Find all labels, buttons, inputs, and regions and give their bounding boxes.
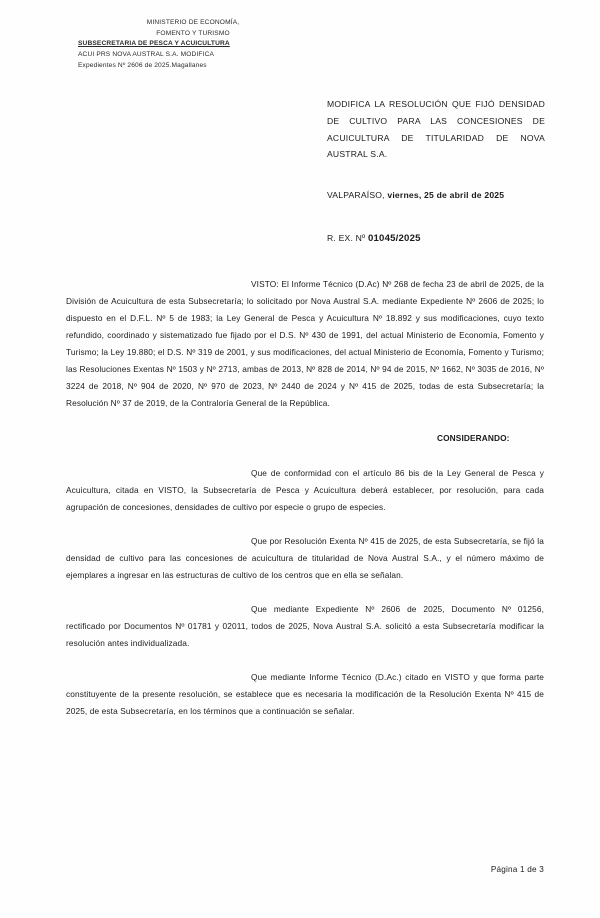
place-and-date [327, 190, 504, 200]
resolution-number: 01045/2025 [367, 233, 421, 244]
letterhead-expedientes: Expedientes Nº 2606 de 2025.Magallanes [78, 61, 207, 69]
letterhead-ministry-line1: MINISTERIO DE ECONOMÍA, [146, 19, 240, 26]
issue-date: viernes, 25 de abril de 2025 [387, 190, 505, 200]
paragraph-considerando-1: Que de conformidad con el artículo 86 bis de la Ley General de Pesca y Acuicultura, citada en VISTO, la Subsecretaría de Pesca y Acuicultura deberá establecer, por resolución, para cada agrupación de concesiones, densidades de cultivo por especie o grupo de especies. [66, 468, 544, 512]
considerando-heading: CONSIDERANDO: [437, 433, 510, 443]
letterhead-subject: ACUI PRS NOVA AUSTRAL S.A. MODIFICA [78, 51, 215, 59]
paragraph-visto: VISTO: El Informe Técnico (D.Ac) Nº 268 de fecha 23 de abril de 2025, de la División de Acuicultura de esta Subsecretaría; lo solicitado por Nova Austral S.A. mediante Expediente Nº 2606 de 2025; lo dispuesto en el D.F.L. Nº 5 de 1983; la Ley General de Pesca y Acuicultura Nº 18.892 y sus modificaciones, cuyo texto refundido, coordinado y sistematizado fue fijado por el D.S. Nº 430 de 1991, del actual Ministerio de Economía, Fomento y Turismo; la Ley 19.880; el D.S. Nº 319 de 2001, y sus modificaciones, del actual Ministerio de Economía, Fomento y Turismo; las Resoluciones Exentas Nº 1503 y Nº 2713, ambas de 2013, Nº 828 de 2014, Nº 94 de 2015, Nº 1662, Nº 3035 de 2016, Nº 3224 de 2018, Nº 904 de 2020, Nº 970 de 2023, Nº 2440 de 2024 y Nº 415 de 2025, todas de esta Subsecretaría; la Resolución Nº 37 de 2019, de la Contraloría General de la República. [66, 279, 544, 408]
letterhead-subsecretaria: SUBSECRETARIA DE PESCA Y ACUICULTURA [78, 40, 230, 48]
paragraph-considerando-2: Que por Resolución Exenta Nº 415 de 2025, de esta Subsecretaría, se fijó la densidad de cultivo para las concesiones de acuicultura de titularidad de Nova Austral S.A., y el número máximo de ejemplares a ingresar en las estructuras de cultivo de los centros que en ella se señalan. [66, 536, 544, 580]
paragraph-considerando-3: Que mediante Expediente Nº 2606 de 2025, Documento Nº 01256, rectificado por Documentos Nº 01781 y 02011, todos de 2025, Nova Austral S.A. solicitó a esta Subsecretaría modificar la resolución antes individualizada. [66, 604, 544, 648]
letterhead [78, 18, 308, 71]
paragraph-considerando-4: Que mediante Informe Técnico (D.Ac.) citado en VISTO y que forma parte constituyente de la presente resolución, se establece que es necesaria la modificación de la Resolución Exenta Nº 415 de 2025, de esta Subsecretaría, en los términos que a continuación se señalar. [66, 672, 544, 716]
resolution-prefix: R. EX. Nº [327, 233, 366, 243]
place-label: VALPARAÍSO, [327, 190, 385, 200]
resolution-number-line [327, 233, 421, 244]
letterhead-ministry-line2: FOMENTO Y TURISMO [156, 29, 230, 37]
document-body [66, 276, 544, 737]
page-footer: Página 1 de 3 [490, 865, 544, 874]
resolution-title: MODIFICA LA RESOLUCIÓN QUE FIJÓ DENSIDAD DE CULTIVO PARA LAS CONCESIONES DE ACUICULTURA DE TITULARIDAD DE NOVA AUSTRAL S.A. [327, 99, 545, 160]
